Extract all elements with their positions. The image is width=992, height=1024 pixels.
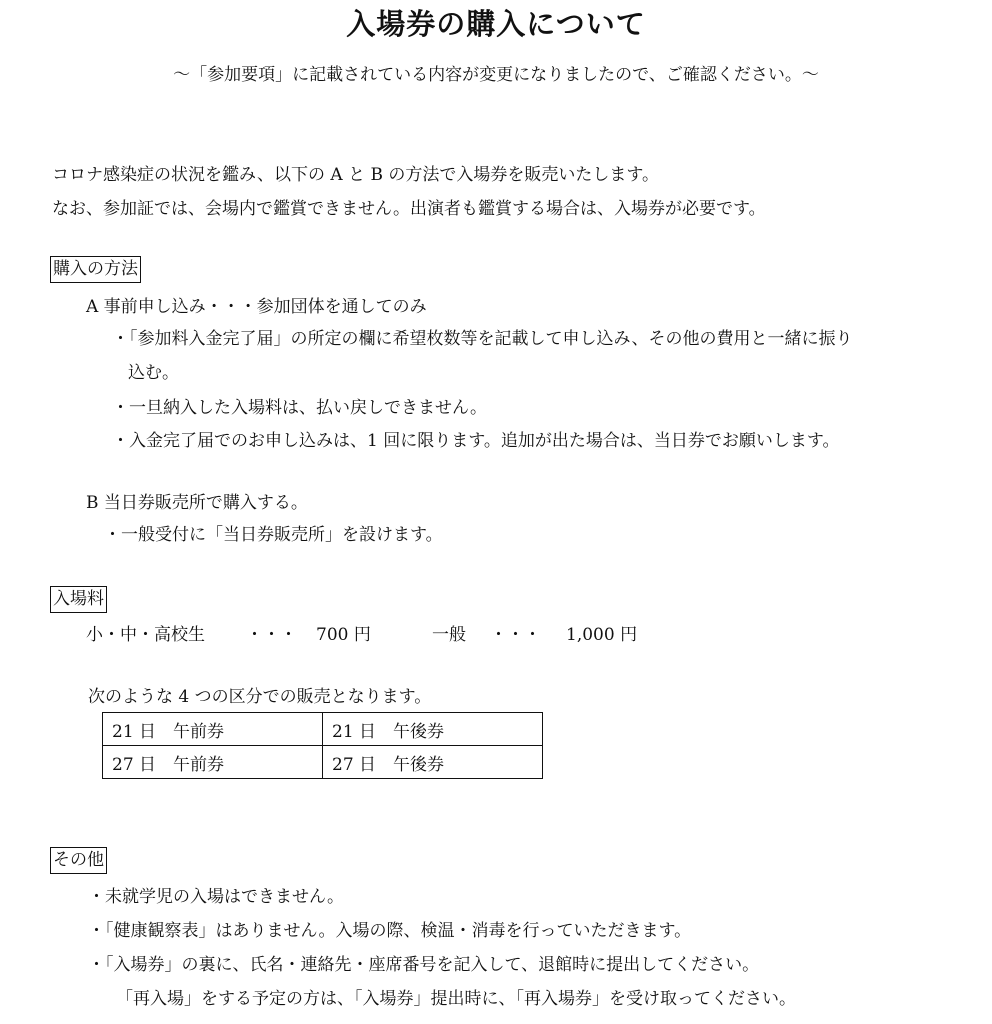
- option-a-bullet-3: ・入金完了届でのお申し込みは、1 回に限ります。追加が出た場合は、当日券でお願いします。: [112, 431, 840, 451]
- table-cell: 27 日 午後券: [323, 746, 543, 779]
- other-bullet-3-cont: 「再入場」をする予定の方は、「入場券」提出時に、「再入場券」を受け取ってください。: [116, 989, 796, 1009]
- general-fee-price: 1,000 円: [566, 625, 638, 645]
- section-heading-admission-fee: 入場料: [50, 586, 107, 613]
- table-cell: 27 日 午前券: [103, 746, 323, 779]
- other-bullet-1: ・未就学児の入場はできません。: [88, 887, 345, 907]
- general-fee-label: 一般: [432, 625, 466, 645]
- intro-line-1: コロナ感染症の状況を鑑み、以下の A と B の方法で入場券を販売いたします。: [52, 165, 660, 185]
- option-a-bullet-1: ・「参加料入金完了届」の所定の欄に希望枚数等を記載して申し込み、その他の費用と一緒に振り: [112, 329, 853, 349]
- page-title: 入場券の購入について: [346, 7, 646, 41]
- option-b-title: B 当日券販売所で購入する。: [86, 493, 308, 513]
- option-a-bullet-1-cont: 込む。: [128, 363, 179, 383]
- ticket-category-table: [102, 712, 543, 779]
- general-fee-dots: ・・・: [490, 625, 541, 645]
- section-heading-other: その他: [50, 847, 107, 874]
- table-cell: 21 日 午前券: [103, 713, 323, 746]
- option-a-bullet-2: ・一旦納入した入場料は、払い戻しできません。: [112, 398, 488, 418]
- table-cell: 21 日 午後券: [323, 713, 543, 746]
- other-bullet-3: ・「入場券」の裏に、氏名・連絡先・座席番号を記入して、退館時に提出してください。: [88, 955, 760, 975]
- section-heading-purchase-method: 購入の方法: [50, 256, 141, 283]
- intro-line-2: なお、参加証では、会場内で鑑賞できません。出演者も鑑賞する場合は、入場券が必要です。: [52, 199, 766, 219]
- student-fee-dots: ・・・: [246, 625, 297, 645]
- page-subtitle: ～「参加要項」に記載されている内容が変更になりましたので、ご確認ください。～: [173, 65, 819, 85]
- other-bullet-2: ・「健康観察表」はありません。入場の際、検温・消毒を行っていただきます。: [88, 921, 692, 941]
- student-fee-label: 小・中・高校生: [86, 625, 205, 645]
- table-row: [103, 746, 543, 779]
- student-fee-price: 700 円: [316, 625, 371, 645]
- option-a-title: A 事前申し込み・・・参加団体を通してのみ: [86, 297, 427, 317]
- option-b-bullet-1: ・一般受付に「当日券販売所」を設けます。: [104, 525, 443, 545]
- ticket-category-note: 次のような 4 つの区分での販売となります。: [88, 687, 432, 707]
- table-row: [103, 713, 543, 746]
